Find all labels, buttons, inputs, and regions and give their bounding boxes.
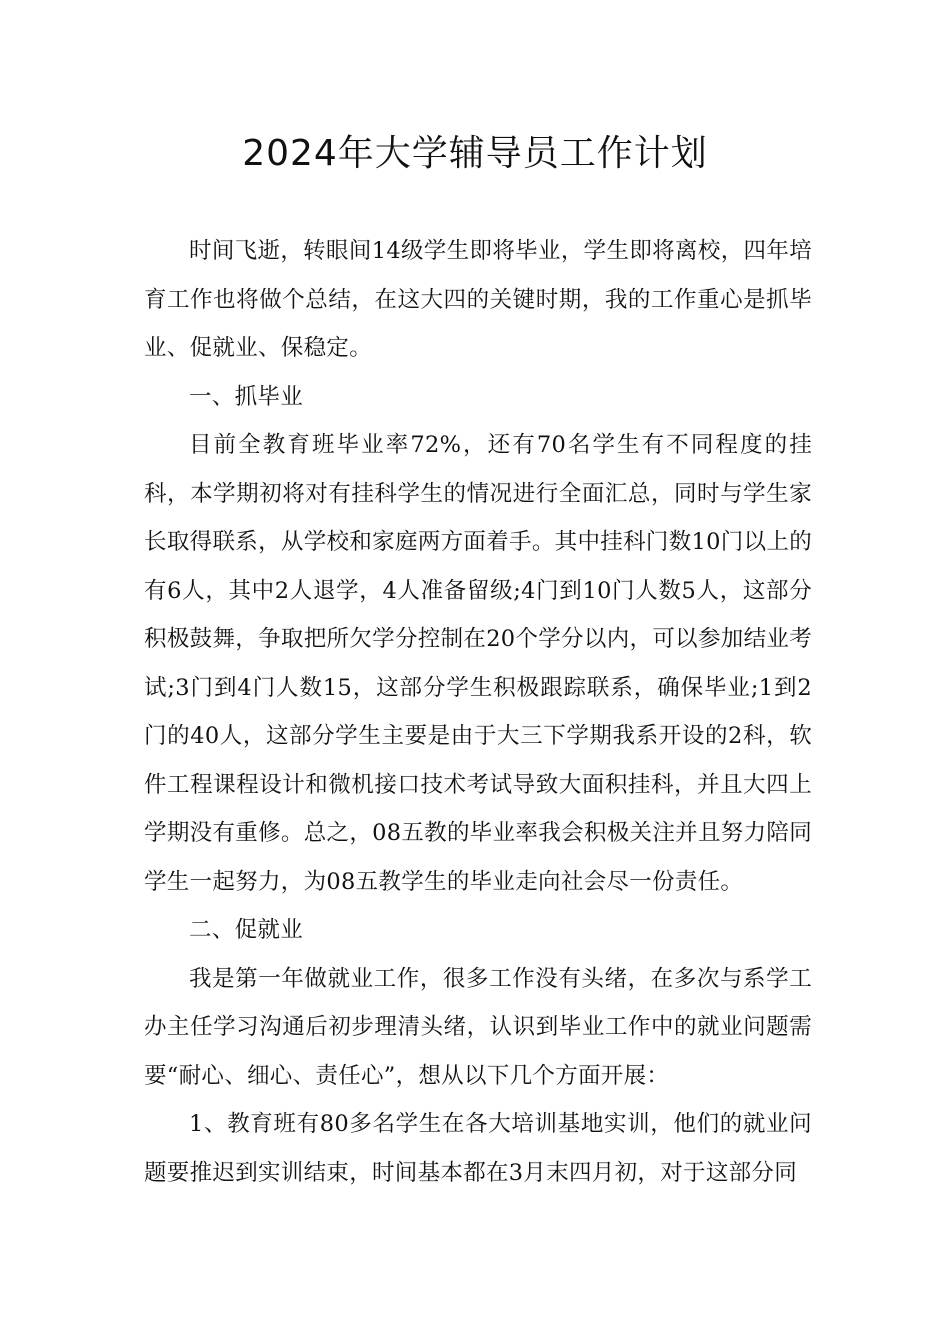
employment-paragraph: 我是第一年做就业工作，很多工作没有头绪，在多次与系学工办主任学习沟通后初步理清头绪，认识到毕业工作中的就业问题需要“耐心、细心、责任心”，想从以下几个方面开展： [144, 965, 812, 1089]
graduation-paragraph: 目前全教育班毕业率72%，还有70名学生有不同程度的挂科，本学期初将对有挂科学生的情况进行全面汇总，同时与学生家长取得联系，从学校和家庭两方面着手。其中挂科门数10门以上的有6人，其中2人退学，4人准备留级;4门到10门人数5人，这部分积极鼓舞，争取把所欠学分控制在20个学分以内，可以参加结业考试;3门到4门人数15，这部分学生积极跟踪联系，确保毕业;1到2门的40人，这部分学生主要是由于大三下学期我系开设的2科，软件工程课程设计和微机接口技术考试导致大面积挂科，并且大四上学期没有重修。总之，08五教的毕业率我会积极关注并且努力陪同学生一起努力，为08五教学生的毕业走向社会尽一份责任。 [144, 432, 812, 895]
section-heading-graduation: 一、抓毕业 [189, 383, 304, 410]
document-title: 2024年大学辅导员工作计划 [242, 133, 708, 174]
document-body [144, 227, 812, 1197]
employment-item-1: 1、教育班有80多名学生在各大培训基地实训，他们的就业问题要推迟到实训结束，时间基本都在3月末四月初，对于这部分同 [144, 1111, 812, 1186]
intro-paragraph: 时间飞逝，转眼间14级学生即将毕业，学生即将离校，四年培育工作也将做个总结，在这大四的关键时期，我的工作重心是抓毕业、促就业、保稳定。 [144, 238, 812, 361]
section-heading-employment: 二、促就业 [189, 917, 304, 943]
